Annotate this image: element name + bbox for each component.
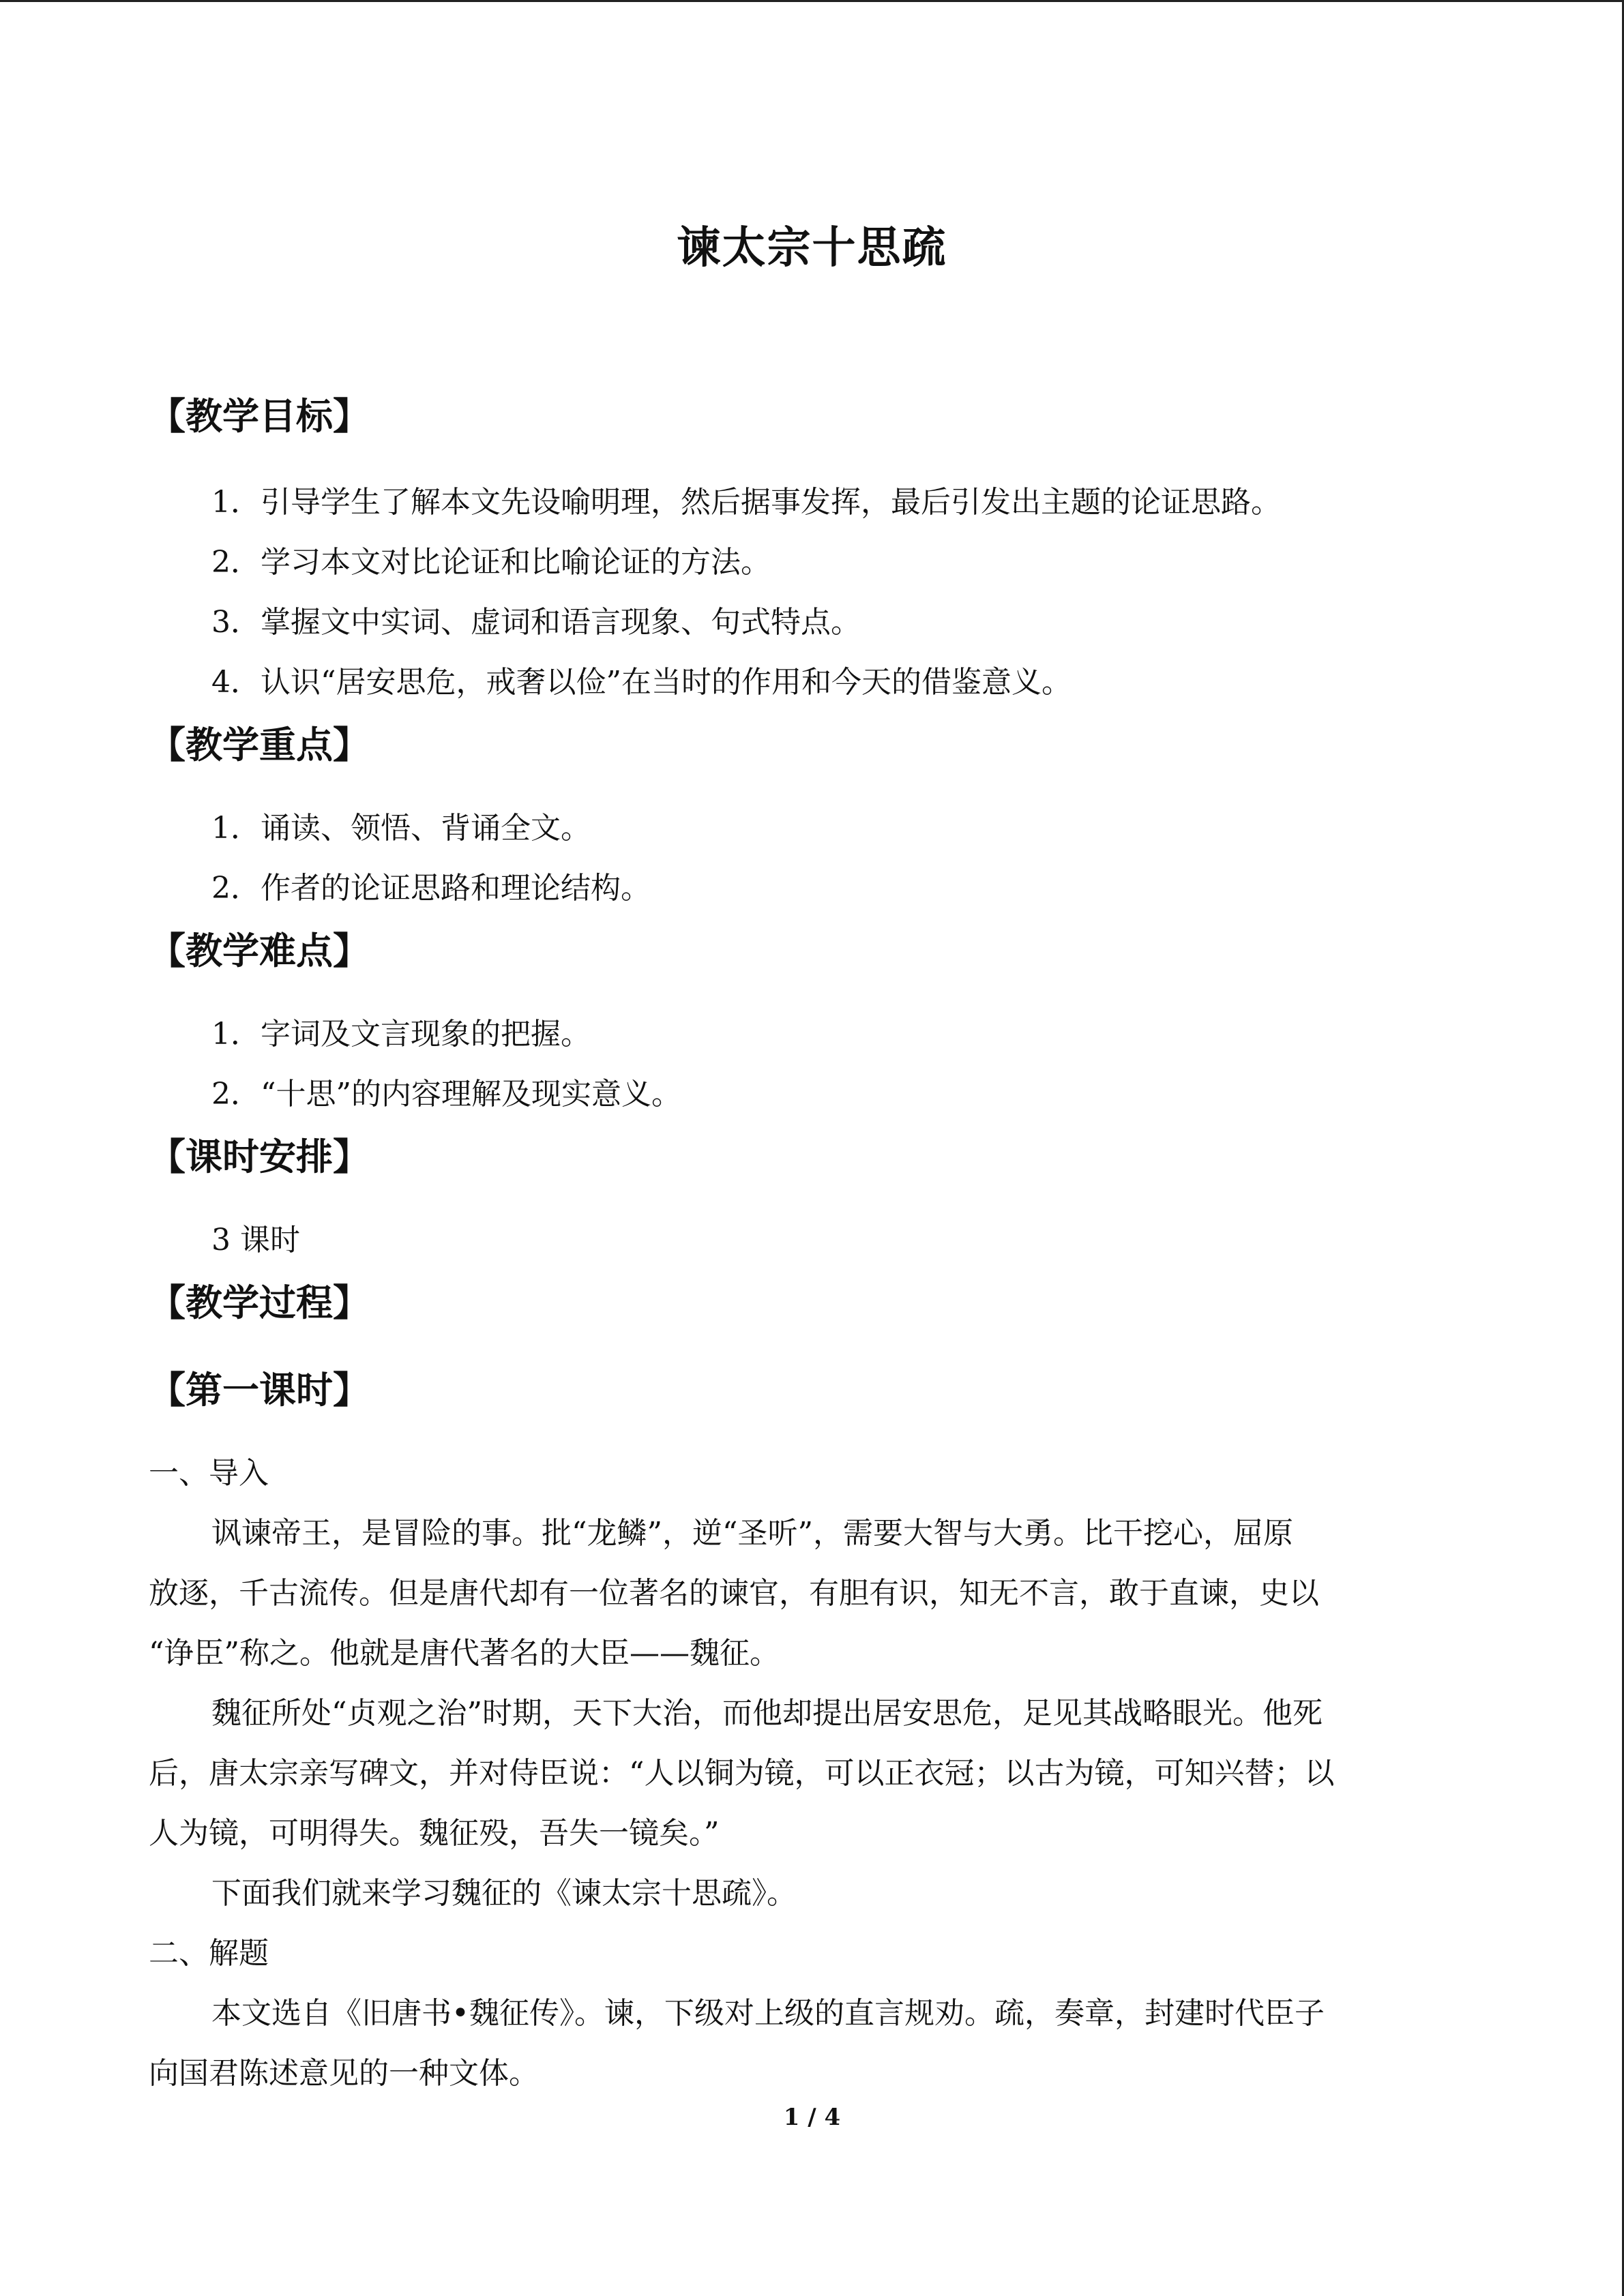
difficulty-item: 1．字词及文言现象的把握。 [211, 1017, 591, 1052]
objectives-heading: 【教学目标】 [149, 395, 370, 438]
objective-item: 1．引导学生了解本文先设喻明理，然后据事发挥，最后引发出主题的论证思路。 [211, 485, 1281, 520]
process-heading: 【教学过程】 [149, 1281, 370, 1324]
key-point-item: 2．作者的论证思路和理论结构。 [211, 871, 651, 906]
intro-paragraph-line: “诤臣”称之。他就是唐代著名的大臣——魏征。 [149, 1636, 780, 1671]
lesson1-heading: 【第一课时】 [149, 1369, 370, 1412]
objective-item: 4．认识“居安思危，戒奢以俭”在当时的作用和今天的借鉴意义。 [211, 665, 1072, 700]
intro-paragraph-line: 后，唐太宗亲写碑文，并对侍臣说：“人以铜为镜，可以正衣冠；以古为镜，可知兴替；以 [149, 1756, 1335, 1791]
objective-item: 3．掌握文中实词、虚词和语言现象、句式特点。 [211, 605, 861, 640]
page-number: 1 / 4 [783, 2104, 841, 2131]
intro-paragraph-line: 下面我们就来学习魏征的《谏太宗十思疏》。 [211, 1876, 797, 1911]
objective-item: 2．学习本文对比论证和比喻论证的方法。 [211, 545, 771, 580]
explain-paragraph-line: 本文选自《旧唐书•魏征传》。谏，下级对上级的直言规劝。疏，奏章，封建时代臣子 [211, 1996, 1325, 2031]
intro-paragraph-line: 讽谏帝王，是冒险的事。批“龙鳞”，逆“圣听”，需要大智与大勇。比干挖心，屈原 [211, 1516, 1293, 1551]
page-title: 谏太宗十思疏 [677, 222, 947, 273]
intro-label: 一、导入 [149, 1456, 269, 1491]
key-points-heading: 【教学重点】 [149, 724, 370, 766]
top-border [0, 0, 1624, 2]
explain-label: 二、解题 [149, 1936, 269, 1971]
intro-paragraph-line: 魏征所处“贞观之治”时期，天下大治，而他却提出居安思危，足见其战略眼光。他死 [211, 1696, 1323, 1731]
schedule-heading: 【课时安排】 [149, 1135, 370, 1178]
key-point-item: 1．诵读、领悟、背诵全文。 [211, 811, 591, 846]
difficulty-item: 2．“十思”的内容理解及现实意义。 [211, 1077, 681, 1112]
intro-paragraph-line: 放逐，千古流传。但是唐代却有一位著名的谏官，有胆有识，知无不言，敢于直谏，史以 [149, 1576, 1319, 1611]
explain-paragraph-line: 向国君陈述意见的一种文体。 [149, 2056, 539, 2091]
difficulties-heading: 【教学难点】 [149, 929, 370, 972]
schedule-value: 3 课时 [211, 1223, 300, 1257]
intro-paragraph-line: 人为镜，可明得失。魏征殁，吾失一镜矣。” [149, 1816, 720, 1851]
